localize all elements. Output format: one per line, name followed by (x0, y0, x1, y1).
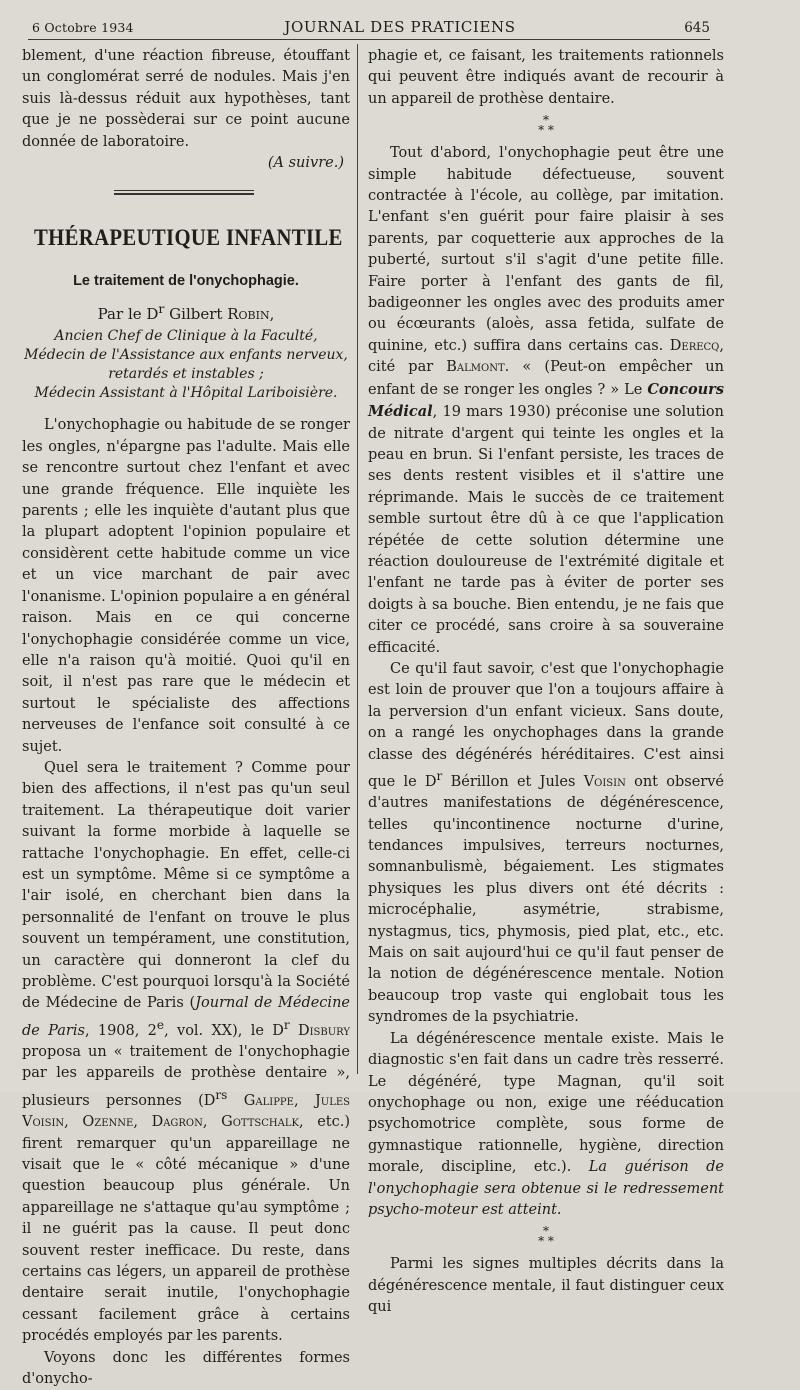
author-name: Disbury (289, 1022, 350, 1039)
text-run: Ce qu'il faut savoir, c'est que l'onychophagie est loin de prouver que l'on a toujours affaire à la perversion d'un enfant vicieux. Sans doute, on a rangé les onychophages dans la grande classe des dégénérés héréditaires. C'est ainsi que le D (368, 660, 724, 790)
author-first-name: Gilbert (164, 305, 228, 324)
text-run: Quel sera le traitement ? Comme pour bien des affections, il n'est pas qu'un seul traitement. La thérapeutique doit varier suivant la forme morbide à laquelle se rattache l'onychophagie. En effet, celle-ci est un symptôme. Même si ce symptôme a l'air isolé, en cherchant bien dans la personnalité de l'enfant on trouve le plus souvent un tempérament, une constitution, un caractère qui donneront la clef du problème. C'est pourquoi lorsqu'à la Société de Médecine de Paris ( (22, 759, 350, 1012)
asterism: * * * (538, 113, 554, 138)
paragraph-signs: Parmi les signes multiples décrits dans la dégénérescence mentale, il faut distinguer ceux qui (368, 1256, 724, 1316)
author-name: Voisin (583, 773, 626, 790)
affiliation-1: Ancien Chef de Clinique à la Faculté, (54, 328, 318, 345)
text-run: ont observé d'autres manifestations de dégénérescence, telles qu'incontinence nocturne d'urine, tendances impulsives, terreurs nocturnes, somnanbulismè, bégaiement. Les stigmates physiques les plus divers ont été décrits : microcéphalie, asymétrie, strabisme, nystagmus, tics, phymosis, pied plat, etc., etc. Mais on sait aujourd'hui ce qu'il faut penser de la notion de dégénérescence mentale. Notion beaucoup trop vaste qui englobait tous les syndromes de la psychiatrie. (368, 773, 724, 1026)
author-name: Derecq (669, 337, 720, 354)
author-names: Galippe, Jules Voisin, Ozenne, Dagron, Gottschalk (22, 1092, 351, 1131)
continued-paragraph: blement, d'une réaction fibreuse, étouffant un conglomérat serré de nodules. Mais j'en suis là-dessus réduit aux hypothèses, tant que je ne possèderai sur ce point aucune donnée de laboratoire. (22, 48, 350, 150)
paragraph-degeneracy (368, 659, 724, 1029)
text-run: , cité par (368, 337, 724, 376)
affiliation-3: Médecin Assistant à l'Hôpital Lariboisière. (34, 385, 338, 402)
text-run: , etc.) firent remarquer qu'un appareillage ne visait que le « côté mécanique » d'une question beaucoup plus générale. Un appareillage ne s'attaque qu'au symptôme ; il ne guérit pas la cause. Il peut donc souvent rester inefficace. Du reste, dans certains cas légers, un appareil de prothèse dentaire serait inutile, l'onychophagie cessant facilement grâce à certains procédés employés par les parents. (22, 1114, 351, 1345)
paragraph-habit (368, 143, 724, 659)
journal-title: JOURNAL DES PRATICIENS (284, 18, 516, 36)
paragraph-continuation: phagie et, ce faisant, les traitements rationnels qui peuvent être indiqués avant de recourir à un appareil de prothèse dentaire. (368, 48, 724, 107)
article-title: Le traitement de l'onychophagie. (73, 273, 299, 290)
journal-reference: Concours Médical (368, 380, 724, 421)
superscript: r (436, 769, 443, 783)
left-column (22, 46, 350, 1390)
emphasis: La guérison de l'onychophagie sera obtenue si le redressement psycho-moteur est atteint. (368, 1159, 724, 1218)
author-surname: Robin (227, 305, 270, 324)
text-run: proposa un « traitement de l'onychophagie par les appareils de prothèse dentaire », plusieurs personnes (D (22, 1044, 350, 1109)
paragraph-mental-degeneracy (368, 1029, 724, 1222)
page-number: 645 (684, 20, 710, 36)
paragraph-intro: L'onychophagie ou habitude de se ronger les ongles, n'épargne pas l'adulte. Mais elle se rencontre surtout chez l'enfant et avec une grande fréquence. Elle inquiète les parents ; elle les inquiète d'autant plus que la plupart adoptent l'opinion populaire et considèrent cette habitude comme un vice et un vice marchant de pair avec l'onanisme. L'opinion populaire a en général raison. Mais en ce qui concerne l'onychophagie considérée comme un vice, elle n'a raison qu'à moitié. Quoi qu'il en soit, il n'est pas rare que le médecin et surtout le spécialiste des affections nerveuses de l'enfance soit consulté à ce sujet. (22, 417, 350, 755)
text-run: Bérillon et Jules (442, 773, 584, 790)
to-be-continued: (A suivre.) (267, 155, 344, 172)
journal-reference: Journal de Médecine de Paris (22, 995, 350, 1039)
byline-sup: r (158, 301, 165, 317)
superscript: r (283, 1017, 290, 1032)
paragraph-treatment (22, 758, 350, 1348)
text-run: Tout d'abord, l'onychophagie peut être une simple habitude défectueuse, souvent contractée à l'école, au collège, par imitation. L'enfant s'en guérit pour faire plaisir à ses parents, par coquetterie aux approches de la puberté, surtout s'il s'agit d'une petite fille. Faire porter à l'enfant des gants de fil, badigeonner les ongles avec des produits amer ou écœurants (aloès, assa fetida, sulfate de quinine, etc.) suffira dans certains cas. (368, 145, 724, 354)
header-rule (28, 39, 710, 40)
text-run: , 19 mars 1930) préconise une solution de nitrate d'argent qui teinte les ongles et la peau en brun. Si l'enfant persiste, les traces de ses dents restent visibles et il s'attire une réprimande. Mais le succès de ce traitement semble surtout être dû à ce que l'application répétée de cette solution détermine une réaction douloureuse de l'extrémité digitale et l'enfant ne tarde pas à éviter de porter ses doigts à sa bouche. Bien entendu, je ne fais que citer ce procédé, sans croire à sa souveraine efficacité. (368, 404, 724, 656)
asterism: * * * (538, 1224, 554, 1249)
affiliation-2: Médecin de l'Assistance aux enfants nerveux, retardés et instables ; (24, 347, 348, 383)
section-separator (114, 190, 254, 195)
text-run: , 1908, 2 (84, 1022, 157, 1039)
text-run: , vol. XX), le D (164, 1022, 284, 1039)
superscript: e (156, 1017, 165, 1032)
right-column (368, 46, 724, 1319)
text-run: La dégénérescence mentale existe. Mais le diagnostic s'en fait dans un cadre très resserré. Le dégénéré, type Magnan, qu'il soit onychophage ou non, exige une rééducation psychomotrice complète, sous forme de gymnastique rationnelle, hygiène, direction morale, discipline, etc.). (368, 1030, 724, 1176)
author-byline (22, 298, 350, 325)
byline-prefix: Par le D (97, 305, 159, 324)
column-divider (357, 44, 358, 1074)
section-title: THÉRAPEUTIQUE INFANTILE (34, 225, 343, 251)
paragraph-forms: Voyons donc les différentes formes d'onycho- (22, 1349, 350, 1387)
superscript: rs (215, 1087, 228, 1102)
issue-date: 6 Octobre 1934 (32, 20, 134, 35)
byline-suffix: , (269, 305, 275, 324)
author-name: Balmont (446, 359, 505, 376)
text-run: . « (Peut-on empêcher un enfant de se ronger les ongles ? » Le (368, 359, 724, 398)
running-header (0, 14, 800, 40)
